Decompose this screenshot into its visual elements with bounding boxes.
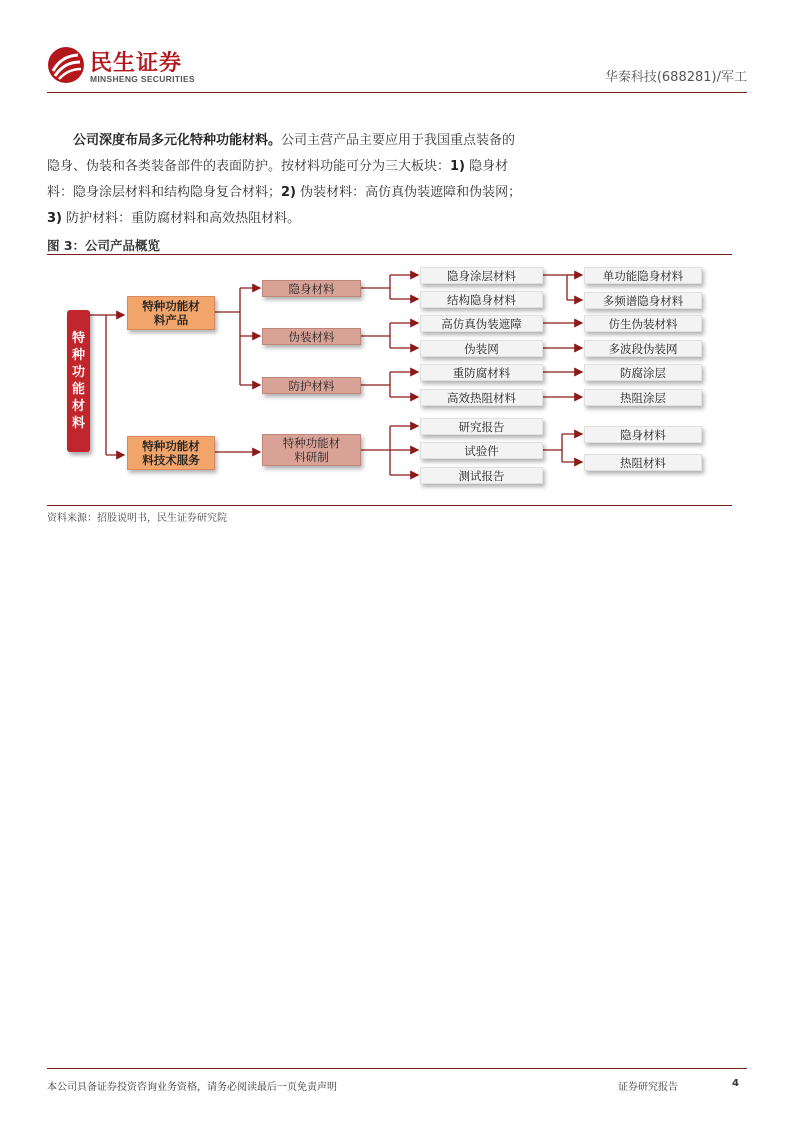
brand-name-en: MINSHENG SECURITIES <box>90 74 195 84</box>
header-divider <box>47 92 747 93</box>
node-thermal-label: 高效热阻材料 <box>447 390 516 405</box>
node-test-report-label: 测试报告 <box>458 468 505 483</box>
node-stealth-material-label: 隐身材料 <box>620 427 666 442</box>
root-node <box>67 310 90 452</box>
root-label: 特种功能材料 <box>72 331 86 431</box>
figure-source: 资料来源：招股说明书，民生证券研究院 <box>47 513 227 524</box>
lead-sentence: 公司深度布局多元化特种功能材料。 <box>73 133 282 148</box>
figure-title: 图 3：公司产品概览 <box>47 238 161 253</box>
node-stealth-coating <box>420 267 543 284</box>
page-number: 4 <box>732 1078 739 1089</box>
node-services <box>127 436 215 470</box>
body-paragraph <box>47 128 527 232</box>
report-tag: 华秦科技(688281)/军工 <box>604 70 747 85</box>
page-header <box>47 44 747 94</box>
node-stealth-material <box>584 426 702 443</box>
node-samples-label: 试验件 <box>464 443 499 458</box>
node-bionic-camo-label: 仿生伪装材料 <box>608 316 678 331</box>
node-protection-label: 防护材料 <box>288 378 335 393</box>
figure-bottom-rule <box>47 505 732 506</box>
node-products-label: 特种功能材料产品 <box>142 299 200 327</box>
node-services-label: 特种功能材料技术服务 <box>142 439 200 467</box>
node-multiband-net <box>584 340 702 357</box>
node-research-report-label: 研究报告 <box>458 419 505 434</box>
node-rnd <box>262 434 361 466</box>
item-number-3: 3) <box>47 211 62 226</box>
node-structural-stealth-label: 结构隐身材料 <box>447 292 516 307</box>
node-anticorrosion <box>420 364 543 381</box>
body-text-3: 伪装材料：高仿真伪装遮障和伪装网； <box>296 185 522 200</box>
node-protection <box>262 377 361 394</box>
node-research-report <box>420 418 543 435</box>
node-multiband-net-label: 多波段伪装网 <box>608 341 678 356</box>
figure-top-rule <box>47 254 732 255</box>
node-samples <box>420 442 543 459</box>
node-anticorrosion-label: 重防腐材料 <box>452 365 511 380</box>
node-multispectral-stealth <box>584 292 702 309</box>
node-bionic-camo <box>584 315 702 332</box>
product-overview-diagram <box>47 258 732 500</box>
node-multispectral-stealth-label: 多频谱隐身材料 <box>602 293 684 308</box>
footer-divider <box>47 1068 747 1069</box>
body-text-2: 隐身材料：隐身涂层材料和结构隐身复合材料； <box>47 159 509 200</box>
node-thermal-coating <box>584 389 702 406</box>
node-products <box>127 296 215 330</box>
node-test-report <box>420 467 543 484</box>
brand-name-cn: 民生证券 <box>90 51 183 76</box>
node-hifi-shelter <box>420 315 543 332</box>
node-thermal-material <box>584 454 702 471</box>
minsheng-logo-icon <box>47 46 85 84</box>
node-single-stealth-label: 单功能隐身材料 <box>602 268 684 283</box>
node-stealth-coating-label: 隐身涂层材料 <box>447 268 516 283</box>
node-rnd-label: 特种功能材料研制 <box>282 436 341 464</box>
body-text-4: 防护材料：重防腐材料和高效热阻材料。 <box>62 211 301 226</box>
node-camo-net <box>420 340 543 357</box>
item-number-2: 2) <box>281 185 297 200</box>
node-thermal <box>420 389 543 406</box>
node-anticorr-coating <box>584 364 702 381</box>
footer-disclaimer: 本公司具备证券投资咨询业务资格，请务必阅读最后一页免责声明 <box>47 1082 337 1093</box>
node-camouflage-label: 伪装材料 <box>288 329 335 344</box>
node-stealth <box>262 280 361 297</box>
footer-category: 证券研究报告 <box>618 1082 678 1093</box>
node-anticorr-coating-label: 防腐涂层 <box>620 365 666 380</box>
node-thermal-material-label: 热阻材料 <box>620 455 666 470</box>
node-single-stealth <box>584 267 702 284</box>
node-hifi-shelter-label: 高仿真伪装遮障 <box>441 316 522 331</box>
node-stealth-label: 隐身材料 <box>288 281 335 296</box>
body-text-1: 公司主营产品主要应用于我国重点装备的隐身、伪装和各类装备部件的表面防护。按材料功能可分为三大板块： <box>47 133 516 174</box>
node-camo-net-label: 伪装网 <box>464 341 499 356</box>
item-number-1: 1) <box>450 159 466 174</box>
node-structural-stealth <box>420 291 543 308</box>
node-camouflage <box>262 328 361 345</box>
node-thermal-coating-label: 热阻涂层 <box>620 390 666 405</box>
